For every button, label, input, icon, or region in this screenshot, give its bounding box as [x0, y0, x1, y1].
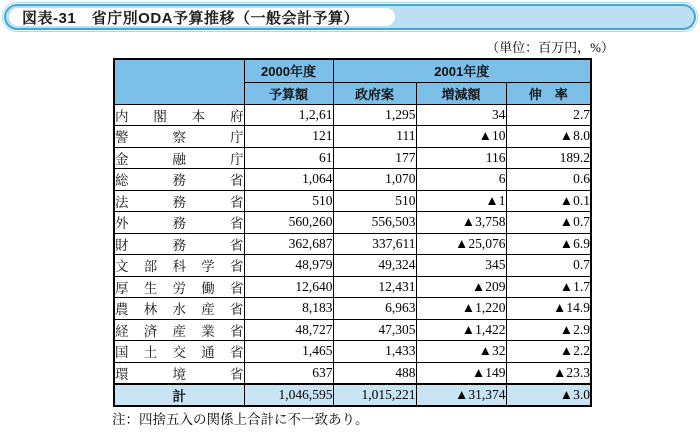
- gov-plan-value: 556,503: [333, 212, 416, 234]
- budget-2000-value: 8,183: [244, 298, 333, 320]
- change-value: 345: [416, 255, 506, 277]
- ministry-name: 警 察 庁: [114, 126, 244, 148]
- ministry-name: 国 土 交 通 省: [114, 341, 244, 363]
- ministry-name: 金 融 庁: [114, 147, 244, 169]
- change-value: 6: [416, 169, 506, 191]
- header-budget-amount: 予算額: [244, 82, 333, 104]
- ministry-name: 農 林 水 産 省: [114, 298, 244, 320]
- growth-value: ▲0.1: [506, 190, 591, 212]
- ministry-name: 外 務 省: [114, 212, 244, 234]
- header-fy2000: 2000年度: [244, 59, 333, 82]
- table-row: [114, 126, 591, 148]
- header-empty-cell: [114, 59, 244, 104]
- ministry-name: 文 部 科 学 省: [114, 255, 244, 277]
- ministry-name: 内 閣 本 府: [114, 104, 244, 126]
- budget-2000-value: 61: [244, 147, 333, 169]
- table-row: [114, 169, 591, 191]
- table-row: [114, 341, 591, 363]
- figure-title-pill: [4, 4, 696, 30]
- budget-2000-value: 637: [244, 362, 333, 384]
- ministry-name: 厚 生 労 働 省: [114, 276, 244, 298]
- growth-value: 2.7: [506, 104, 591, 126]
- growth-value: ▲1.7: [506, 276, 591, 298]
- gov-plan-value: 6,963: [333, 298, 416, 320]
- gov-plan-value: 12,431: [333, 276, 416, 298]
- ministry-name: 法 務 省: [114, 190, 244, 212]
- growth-value: ▲8.0: [506, 126, 591, 148]
- change-value: ▲1: [416, 190, 506, 212]
- unit-label: （単位：百万円，%）: [486, 40, 614, 55]
- growth-value: ▲0.7: [506, 212, 591, 234]
- change-value: ▲32: [416, 341, 506, 363]
- budget-table: [113, 58, 592, 407]
- gov-plan-value: 1,433: [333, 341, 416, 363]
- gov-plan-value: 1,295: [333, 104, 416, 126]
- gov-plan-value: 177: [333, 147, 416, 169]
- budget-2000-value: 1,465: [244, 341, 333, 363]
- table-row: [114, 298, 591, 320]
- change-value: 116: [416, 147, 506, 169]
- growth-value: ▲14.9: [506, 298, 591, 320]
- budget-2000-value: 48,727: [244, 319, 333, 341]
- change-value: ▲1,422: [416, 319, 506, 341]
- change-value: ▲209: [416, 276, 506, 298]
- table-row: [114, 276, 591, 298]
- figure-title-banner: [2, 2, 698, 32]
- table-row: [114, 319, 591, 341]
- gov-plan-value: 111: [333, 126, 416, 148]
- gov-plan-value: 47,305: [333, 319, 416, 341]
- table-total-row: [114, 384, 591, 406]
- gov-plan-value: 49,324: [333, 255, 416, 277]
- gov-plan-value: 510: [333, 190, 416, 212]
- ministry-name: 財 務 省: [114, 233, 244, 255]
- table-row: [114, 362, 591, 384]
- footnote: 注：四捨五入の関係上合計に不一致あり。: [112, 412, 369, 427]
- growth-value: 0.7: [506, 255, 591, 277]
- gov-plan-value: 488: [333, 362, 416, 384]
- growth-value: ▲2.2: [506, 341, 591, 363]
- table-row: [114, 255, 591, 277]
- header-change-amount: 増減額: [416, 82, 506, 104]
- table-row: [114, 233, 591, 255]
- table-header: [114, 59, 591, 104]
- growth-value: ▲2.9: [506, 319, 591, 341]
- change-value: ▲31,374: [416, 384, 506, 406]
- table-row: [114, 104, 591, 126]
- budget-2000-value: 1,046,595: [244, 384, 333, 406]
- budget-2000-value: 510: [244, 190, 333, 212]
- figure-title: 図表-31 省庁別ODA予算推移（一般会計予算）: [22, 9, 360, 27]
- change-value: ▲3,758: [416, 212, 506, 234]
- table-row: [114, 212, 591, 234]
- budget-2000-value: 560,260: [244, 212, 333, 234]
- growth-value: 0.6: [506, 169, 591, 191]
- change-value: ▲149: [416, 362, 506, 384]
- growth-value: ▲6.9: [506, 233, 591, 255]
- gov-plan-value: 337,611: [333, 233, 416, 255]
- budget-2000-value: 362,687: [244, 233, 333, 255]
- ministry-name: 総 務 省: [114, 169, 244, 191]
- budget-2000-value: 12,640: [244, 276, 333, 298]
- header-gov-plan: 政府案: [333, 82, 416, 104]
- growth-value: 189.2: [506, 147, 591, 169]
- header-fy2001: 2001年度: [333, 59, 591, 82]
- change-value: ▲10: [416, 126, 506, 148]
- change-value: ▲25,076: [416, 233, 506, 255]
- change-value: ▲1,220: [416, 298, 506, 320]
- table-row: [114, 147, 591, 169]
- table-row: [114, 190, 591, 212]
- budget-2000-value: 1,2,61: [244, 104, 333, 126]
- figure-title-box: [9, 8, 395, 26]
- ministry-name: 環 境 省: [114, 362, 244, 384]
- header-row-years: [114, 59, 591, 82]
- budget-2000-value: 48,979: [244, 255, 333, 277]
- header-growth-rate: 伸 率: [506, 82, 591, 104]
- growth-value: ▲3.0: [506, 384, 591, 406]
- ministry-name: 経 済 産 業 省: [114, 319, 244, 341]
- change-value: 34: [416, 104, 506, 126]
- budget-2000-value: 1,064: [244, 169, 333, 191]
- budget-2000-value: 121: [244, 126, 333, 148]
- growth-value: ▲23.3: [506, 362, 591, 384]
- total-label: 計: [114, 384, 244, 406]
- table-body: [114, 104, 591, 406]
- gov-plan-value: 1,070: [333, 169, 416, 191]
- gov-plan-value: 1,015,221: [333, 384, 416, 406]
